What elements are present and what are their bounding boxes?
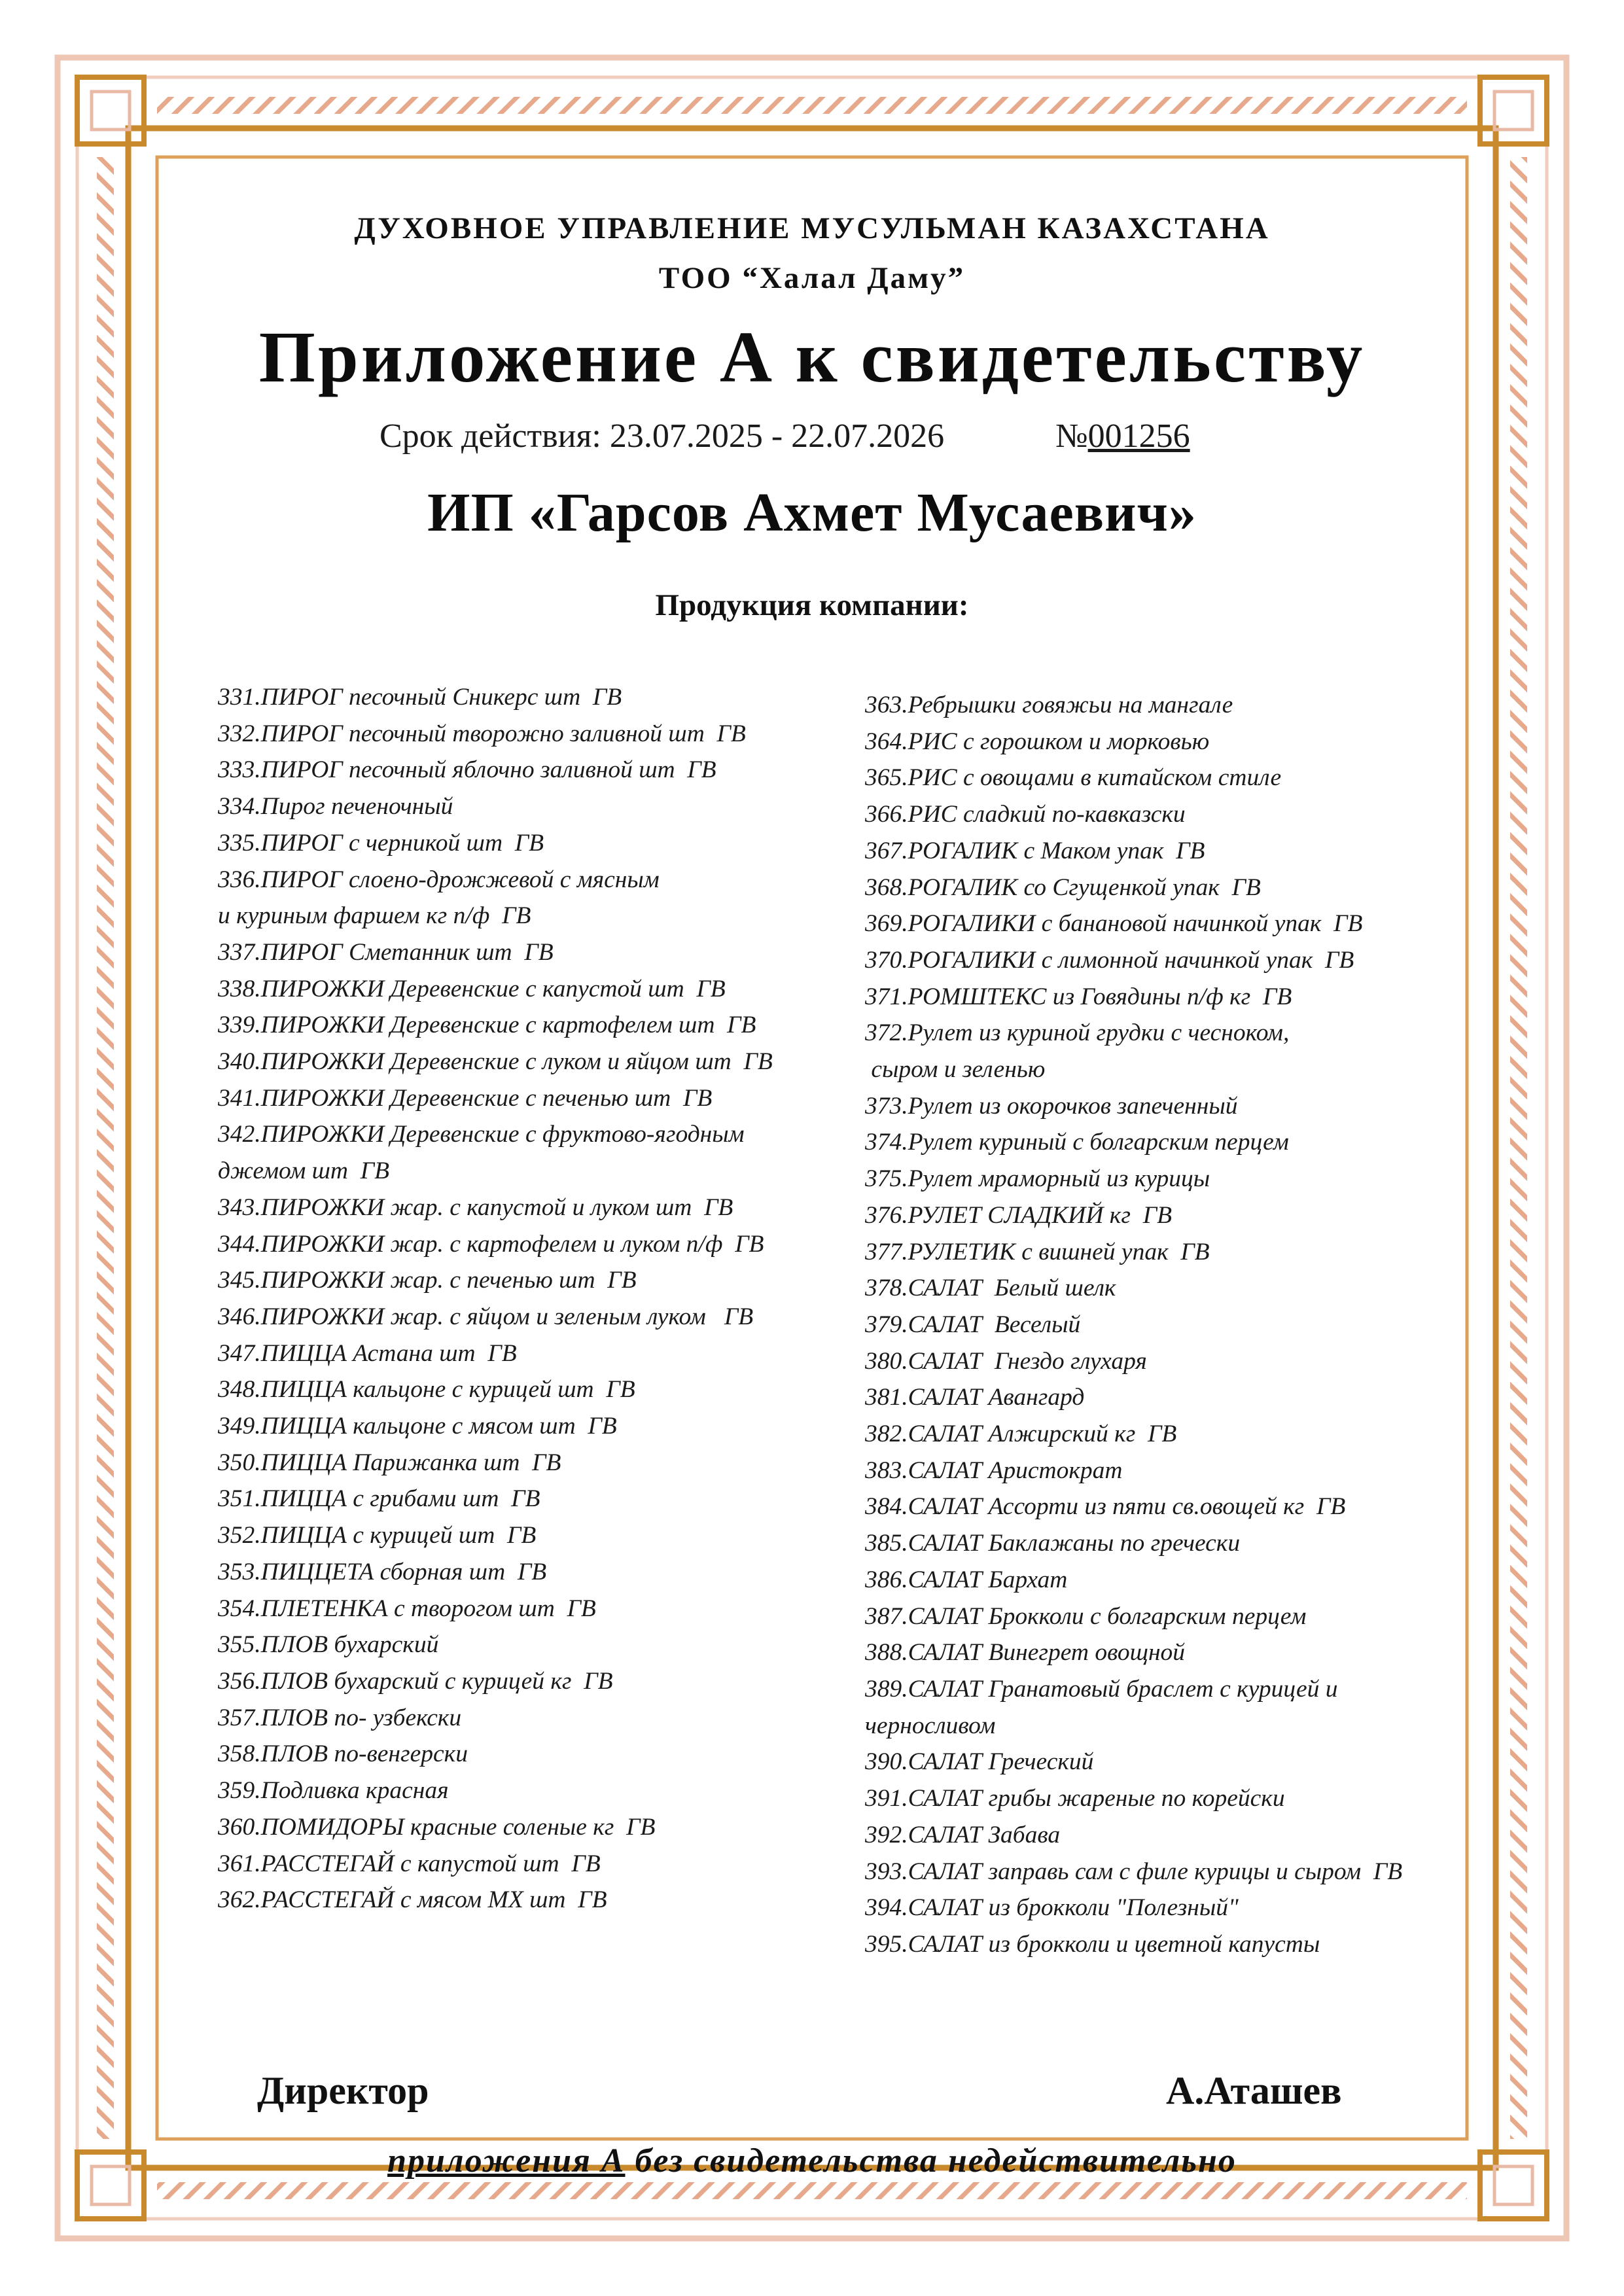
product-item: 383.САЛАТ Аристократ bbox=[865, 1457, 1123, 1484]
products-list-right bbox=[865, 687, 1402, 1963]
signature-name: А.Аташев bbox=[1166, 2069, 1342, 2112]
product-item: 348.ПИЦЦА кальцоне с курицей шт ГВ bbox=[218, 1376, 635, 1404]
product-item: 360.ПОМИДОРЫ красные соленые кг ГВ bbox=[218, 1813, 656, 1841]
product-item: 333.ПИРОГ песочный яблочно заливной шт ГВ bbox=[218, 756, 716, 784]
product-item: 334.Пирог печеночный bbox=[218, 793, 453, 821]
company-name: ИП «Гарсов Ахмет Мусаевич» bbox=[427, 482, 1197, 543]
product-item: 338.ПИРОЖКИ Деревенские с капустой шт ГВ bbox=[218, 975, 726, 1002]
organization-name: ДУХОВНОЕ УПРАВЛЕНИЕ МУСУЛЬМАН КАЗАХСТАНА bbox=[354, 211, 1270, 245]
product-item: 356.ПЛОВ бухарский с курицей кг ГВ bbox=[218, 1667, 613, 1695]
product-item: 351.ПИЦЦА с грибами шт ГВ bbox=[218, 1485, 540, 1513]
product-item: 368.РОГАЛИК со Сгущенкой упак ГВ bbox=[865, 874, 1261, 901]
company-issuer: ТОО “Халал Даму” bbox=[658, 261, 966, 295]
product-item: 375.Рулет мраморный из курицы bbox=[865, 1165, 1210, 1193]
product-item: 350.ПИЦЦА Парижанка шт ГВ bbox=[218, 1449, 561, 1476]
product-item: 377.РУЛЕТИК с вишней упак ГВ bbox=[865, 1238, 1210, 1265]
product-item: 385.САЛАТ Баклажаны по гречески bbox=[865, 1530, 1241, 1557]
product-item: 390.САЛАТ Греческий bbox=[865, 1748, 1094, 1776]
product-item: 388.САЛАТ Винегрет овощной bbox=[865, 1639, 1186, 1667]
product-item: 369.РОГАЛИКИ с банановой начинкой упак ГВ bbox=[865, 910, 1363, 938]
products-heading: Продукция компании: bbox=[655, 588, 969, 622]
products-list-left bbox=[218, 679, 773, 1918]
product-item: 370.РОГАЛИКИ с лимонной начинкой упак ГВ bbox=[865, 946, 1354, 974]
footer-underlined: приложения А bbox=[387, 2142, 626, 2180]
product-item: 391.САЛАТ грибы жареные по корейски bbox=[865, 1785, 1285, 1812]
product-item: 339.ПИРОЖКИ Деревенские с картофелем шт ГВ bbox=[218, 1012, 756, 1039]
product-item: 347.ПИЦЦА Астана шт ГВ bbox=[218, 1339, 517, 1367]
product-item: 364.РИС с горошком и морковью bbox=[865, 728, 1210, 755]
validity-period: Срок действия: 23.07.2025 - 22.07.2026 bbox=[380, 417, 945, 455]
page-title: Приложение А к свидетельству bbox=[258, 317, 1366, 398]
product-item: 386.САЛАТ Бархат bbox=[865, 1566, 1068, 1593]
product-item: 387.САЛАТ Брокколи с болгарским перцем bbox=[865, 1602, 1307, 1630]
product-item: 341.ПИРОЖКИ Деревенские с печенью шт ГВ bbox=[218, 1084, 713, 1112]
product-item: 392.САЛАТ Забава bbox=[865, 1821, 1061, 1848]
product-item: 389.САЛАТ Гранатовый браслет с курицей и bbox=[865, 1675, 1338, 1703]
product-item: 332.ПИРОГ песочный творожно заливной шт ГВ bbox=[218, 720, 746, 747]
product-item: 343.ПИРОЖКИ жар. с капустой и луком шт ГВ bbox=[218, 1193, 733, 1221]
product-item: 382.САЛАТ Алжирский кг ГВ bbox=[865, 1421, 1177, 1448]
product-item: черносливом bbox=[865, 1712, 996, 1739]
product-item: 359.Подливка красная bbox=[218, 1777, 449, 1805]
product-item: и куриным фаршем кг п/ф ГВ bbox=[218, 902, 531, 930]
product-item: 380.САЛАТ Гнездо глухаря bbox=[865, 1347, 1147, 1375]
product-item: 340.ПИРОЖКИ Деревенские с луком и яйцом шт ГВ bbox=[218, 1048, 773, 1076]
product-item: 352.ПИЦЦА с курицей шт ГВ bbox=[218, 1522, 537, 1549]
product-item: 349.ПИЦЦА кальцоне с мясом шт ГВ bbox=[218, 1413, 617, 1440]
product-item: 358.ПЛОВ по-венгерски bbox=[218, 1740, 468, 1768]
product-item: 355.ПЛОВ бухарский bbox=[218, 1631, 439, 1659]
product-item: 378.САЛАТ Белый шелк bbox=[865, 1275, 1116, 1302]
product-item: 393.САЛАТ заправь сам с филе курицы и сыром ГВ bbox=[865, 1858, 1403, 1885]
product-item: 361.РАССТЕГАЙ с капустой шт ГВ bbox=[218, 1850, 601, 1877]
product-item: 357.ПЛОВ по- узбекски bbox=[218, 1704, 462, 1731]
product-item: 395.САЛАТ из брокколи и цветной капусты bbox=[865, 1930, 1320, 1958]
product-item: 353.ПИЦЦЕТА сборная шт ГВ bbox=[218, 1558, 547, 1585]
product-item: 379.САЛАТ Веселый bbox=[865, 1311, 1081, 1338]
product-item: 373.Рулет из окорочков запеченный bbox=[865, 1092, 1238, 1120]
product-item: 366.РИС сладкий по-кавказски bbox=[865, 801, 1186, 828]
product-item: 371.РОМШТЕКС из Говядины п/ф кг ГВ bbox=[865, 983, 1292, 1010]
footer-note bbox=[0, 2142, 1624, 2180]
product-item: 372.Рулет из куриной грудки с чесноком, bbox=[865, 1019, 1290, 1047]
product-item: 394.САЛАТ из брокколи "Полезный" bbox=[865, 1894, 1239, 1922]
product-item: 344.ПИРОЖКИ жар. с картофелем и луком п/ф ГВ bbox=[218, 1230, 764, 1258]
product-item: 381.САЛАТ Авангард bbox=[865, 1384, 1085, 1411]
number-value: 001256 bbox=[1087, 417, 1190, 455]
signature-role: Директор bbox=[257, 2069, 429, 2112]
product-item: 367.РОГАЛИК с Маком упак ГВ bbox=[865, 837, 1205, 864]
product-item: 374.Рулет куриный с болгарским перцем bbox=[865, 1129, 1289, 1156]
product-item: 337.ПИРОГ Сметанник шт ГВ bbox=[218, 938, 554, 966]
product-item: 345.ПИРОЖКИ жар. с печенью шт ГВ bbox=[218, 1267, 637, 1294]
product-item: 342.ПИРОЖКИ Деревенские с фруктово-ягодным bbox=[218, 1121, 745, 1148]
product-item: 331.ПИРОГ песочный Сникерс шт ГВ bbox=[218, 684, 622, 711]
product-item: 336.ПИРОГ слоено-дрожжевой с мясным bbox=[218, 866, 660, 893]
product-item: 354.ПЛЕТЕНКА с творогом шт ГВ bbox=[218, 1595, 596, 1622]
product-item: 335.ПИРОГ с черникой шт ГВ bbox=[218, 829, 544, 857]
certificate-number bbox=[1055, 417, 1190, 455]
product-item: сыром и зеленью bbox=[865, 1056, 1046, 1084]
number-prefix: № bbox=[1055, 417, 1088, 455]
product-item: 362.РАССТЕГАЙ с мясом МХ шт ГВ bbox=[218, 1886, 607, 1914]
product-item: джемом шт ГВ bbox=[218, 1157, 390, 1185]
product-item: 346.ПИРОЖКИ жар. с яйцом и зеленым луком ГВ bbox=[218, 1303, 754, 1330]
product-item: 365.РИС с овощами в китайском стиле bbox=[865, 764, 1282, 792]
product-item: 363.Ребрышки говяжьи на мангале bbox=[865, 692, 1233, 718]
product-item: 384.САЛАТ Ассорти из пяти св.овощей кг ГВ bbox=[865, 1493, 1346, 1521]
footer-rest: без свидетельства недействительно bbox=[625, 2142, 1237, 2180]
product-item: 376.РУЛЕТ СЛАДКИЙ кг ГВ bbox=[865, 1201, 1172, 1229]
